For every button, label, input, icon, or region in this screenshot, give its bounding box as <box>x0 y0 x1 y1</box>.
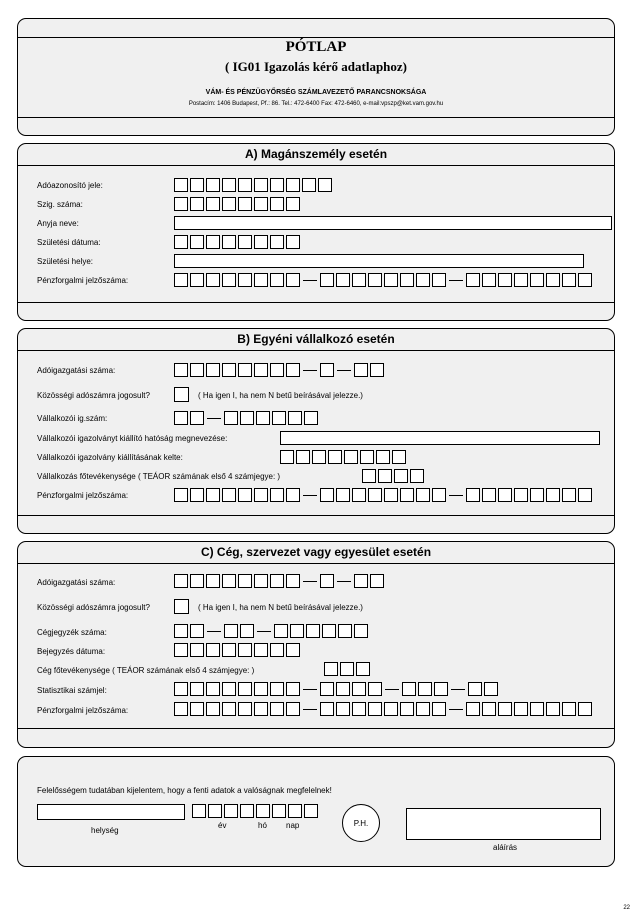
digit-box[interactable] <box>320 488 334 502</box>
digit-box[interactable] <box>238 574 252 588</box>
digit-box[interactable] <box>304 411 318 425</box>
digit-box[interactable] <box>312 450 326 464</box>
digit-box[interactable] <box>238 643 252 657</box>
digit-box[interactable] <box>190 574 204 588</box>
divider <box>18 117 614 118</box>
digit-box[interactable] <box>302 178 316 192</box>
digit-box[interactable] <box>174 178 188 192</box>
id-card-label: Szig. száma: <box>37 200 83 209</box>
community-tax-box[interactable] <box>174 599 189 614</box>
digit-box[interactable] <box>222 178 236 192</box>
community-tax-box[interactable] <box>174 387 189 402</box>
declaration-text: Felelősségem tudatában kijelentem, hogy a fenti adatok a valóságnak megfelelnek! <box>37 786 332 795</box>
tax-id-boxes[interactable] <box>174 178 334 192</box>
digit-box[interactable] <box>336 488 350 502</box>
section-a-title: A) Magánszemély esetén <box>244 147 388 161</box>
divider <box>18 37 614 38</box>
digit-box[interactable] <box>402 682 416 696</box>
statistical-code-label: Statisztikai számjel: <box>37 686 107 695</box>
entrepreneur-id-label: Vállalkozói ig.szám: <box>37 414 108 423</box>
digit-box[interactable] <box>320 702 334 716</box>
digit-box[interactable] <box>384 273 398 287</box>
digit-box[interactable] <box>286 197 300 211</box>
digit-box[interactable] <box>562 273 576 287</box>
section-c <box>17 541 615 748</box>
digit-box[interactable] <box>254 643 268 657</box>
digit-box[interactable] <box>206 178 220 192</box>
digit-box[interactable] <box>222 574 236 588</box>
digit-box[interactable] <box>356 662 370 676</box>
digit-box[interactable] <box>270 488 284 502</box>
divider <box>18 165 614 166</box>
separator-dash <box>207 418 221 419</box>
separator-dash <box>337 581 351 582</box>
digit-box[interactable] <box>562 702 576 716</box>
digit-box[interactable] <box>190 682 204 696</box>
community-tax-label: Közösségi adószámra jogosult? <box>37 603 150 612</box>
digit-box[interactable] <box>222 363 236 377</box>
digit-box[interactable] <box>174 643 188 657</box>
digit-box[interactable] <box>224 411 238 425</box>
company-reg-label: Cégjegyzék száma: <box>37 628 107 637</box>
digit-box[interactable] <box>206 197 220 211</box>
digit-box[interactable] <box>362 469 376 483</box>
digit-box[interactable] <box>222 488 236 502</box>
bank-account-boxes[interactable] <box>174 273 594 287</box>
org-address: Postacím: 1406 Budapest, Pf.: 86. Tel.: 472-6400 Fax: 472-6460, e-mail:vpszp@ket.vam.gov.hu <box>188 101 444 107</box>
digit-box[interactable] <box>352 682 366 696</box>
digit-box[interactable] <box>352 702 366 716</box>
day-label: nap <box>286 821 300 830</box>
digit-box[interactable] <box>416 273 430 287</box>
divider <box>18 350 614 351</box>
digit-box[interactable] <box>368 273 382 287</box>
birth-date-label: Születési dátuma: <box>37 238 101 247</box>
digit-box[interactable] <box>354 363 368 377</box>
issuing-authority-label: Vállalkozói igazolványt kiállító hatóság megnevezése: <box>37 434 228 443</box>
digit-box[interactable] <box>336 273 350 287</box>
digit-box[interactable] <box>368 702 382 716</box>
digit-box[interactable] <box>400 488 414 502</box>
digit-box[interactable] <box>280 450 294 464</box>
digit-box[interactable] <box>190 273 204 287</box>
digit-box[interactable] <box>514 273 528 287</box>
separator-dash <box>449 495 463 496</box>
registration-date-boxes[interactable] <box>174 643 302 657</box>
digit-box[interactable] <box>286 574 300 588</box>
bank-account-label: Pénzforgalmi jelzőszáma: <box>37 491 129 500</box>
separator-dash <box>449 280 463 281</box>
digit-box[interactable] <box>240 804 254 818</box>
digit-box[interactable] <box>174 197 188 211</box>
digit-box[interactable] <box>384 488 398 502</box>
separator-dash <box>303 495 317 496</box>
digit-box[interactable] <box>238 682 252 696</box>
divider <box>18 563 614 564</box>
digit-box[interactable] <box>354 574 368 588</box>
digit-box[interactable] <box>224 624 238 638</box>
digit-box[interactable] <box>286 702 300 716</box>
section-c-title: C) Cég, szervezet vagy egyesület esetén <box>200 545 432 559</box>
registration-date-label: Bejegyzés dátuma: <box>37 647 106 656</box>
digit-box[interactable] <box>270 702 284 716</box>
section-b-title: B) Egyéni vállalkozó esetén <box>237 332 395 346</box>
digit-box[interactable] <box>318 178 332 192</box>
digit-box[interactable] <box>562 488 576 502</box>
digit-box[interactable] <box>270 273 284 287</box>
digit-box[interactable] <box>320 273 334 287</box>
digit-box[interactable] <box>498 702 512 716</box>
digit-box[interactable] <box>320 682 334 696</box>
digit-box[interactable] <box>238 702 252 716</box>
digit-box[interactable] <box>240 624 254 638</box>
digit-box[interactable] <box>466 273 480 287</box>
digit-box[interactable] <box>384 702 398 716</box>
digit-box[interactable] <box>344 450 358 464</box>
digit-box[interactable] <box>270 574 284 588</box>
digit-box[interactable] <box>434 682 448 696</box>
digit-box[interactable] <box>206 235 220 249</box>
community-tax-label: Közösségi adószámra jogosult? <box>37 391 150 400</box>
main-activity-boxes[interactable] <box>324 662 372 676</box>
digit-box[interactable] <box>174 363 188 377</box>
digit-box[interactable] <box>286 178 300 192</box>
community-tax-note: ( Ha igen I, ha nem N betű beírásával jelezze.) <box>198 391 363 400</box>
place-label: helység <box>91 826 119 835</box>
digit-box[interactable] <box>546 273 560 287</box>
digit-box[interactable] <box>286 273 300 287</box>
separator-dash <box>303 280 317 281</box>
separator-dash <box>303 709 317 710</box>
digit-box[interactable] <box>482 488 496 502</box>
digit-box[interactable] <box>238 273 252 287</box>
page-subtitle: ( IG01 Igazolás kérő adatlaphoz) <box>225 59 407 74</box>
bank-account-boxes[interactable] <box>174 702 594 716</box>
separator-dash <box>451 689 465 690</box>
digit-box[interactable] <box>206 273 220 287</box>
digit-box[interactable] <box>174 682 188 696</box>
divider <box>18 302 614 303</box>
signature-field[interactable] <box>406 808 601 840</box>
digit-box[interactable] <box>304 804 318 818</box>
digit-box[interactable] <box>254 197 268 211</box>
digit-box[interactable] <box>352 488 366 502</box>
digit-box[interactable] <box>338 624 352 638</box>
year-label: év <box>218 821 227 830</box>
digit-box[interactable] <box>354 624 368 638</box>
digit-box[interactable] <box>222 197 236 211</box>
bank-account-label: Pénzforgalmi jelzőszáma: <box>37 276 129 285</box>
digit-box[interactable] <box>222 273 236 287</box>
declaration-panel <box>17 756 615 867</box>
digit-box[interactable] <box>484 682 498 696</box>
digit-box[interactable] <box>410 469 424 483</box>
header-panel <box>17 18 615 136</box>
digit-box[interactable] <box>224 804 238 818</box>
digit-box[interactable] <box>482 702 496 716</box>
digit-box[interactable] <box>254 363 268 377</box>
digit-box[interactable] <box>432 702 446 716</box>
digit-box[interactable] <box>514 702 528 716</box>
digit-box[interactable] <box>546 488 560 502</box>
digit-box[interactable] <box>290 624 304 638</box>
digit-box[interactable] <box>254 488 268 502</box>
digit-box[interactable] <box>272 411 286 425</box>
statistical-code-boxes[interactable] <box>174 682 500 696</box>
digit-box[interactable] <box>530 702 544 716</box>
digit-box[interactable] <box>324 662 338 676</box>
admin-number-boxes[interactable] <box>174 363 386 377</box>
digit-box[interactable] <box>206 488 220 502</box>
digit-box[interactable] <box>370 574 384 588</box>
digit-box[interactable] <box>498 273 512 287</box>
digit-box[interactable] <box>368 488 382 502</box>
digit-box[interactable] <box>254 273 268 287</box>
mother-name-field[interactable] <box>174 216 612 230</box>
digit-box[interactable] <box>306 624 320 638</box>
digit-box[interactable] <box>192 804 206 818</box>
digit-box[interactable] <box>238 235 252 249</box>
digit-box[interactable] <box>270 235 284 249</box>
digit-box[interactable] <box>190 488 204 502</box>
digit-box[interactable] <box>418 682 432 696</box>
digit-box[interactable] <box>206 682 220 696</box>
digit-box[interactable] <box>222 702 236 716</box>
digit-box[interactable] <box>378 469 392 483</box>
digit-box[interactable] <box>392 450 406 464</box>
digit-box[interactable] <box>466 488 480 502</box>
admin-number-boxes[interactable] <box>174 574 386 588</box>
digit-box[interactable] <box>190 702 204 716</box>
entrepreneur-id-boxes[interactable] <box>174 411 320 425</box>
digit-box[interactable] <box>174 624 188 638</box>
digit-box[interactable] <box>360 450 374 464</box>
digit-box[interactable] <box>340 662 354 676</box>
digit-box[interactable] <box>222 682 236 696</box>
separator-dash <box>257 631 271 632</box>
main-activity-label: Cég főtevékenysége ( TEÁOR számának első 4 számjegye: ) <box>37 666 255 675</box>
digit-box[interactable] <box>254 178 268 192</box>
mother-name-label: Anyja neve: <box>37 219 79 228</box>
main-activity-boxes[interactable] <box>362 469 426 483</box>
digit-box[interactable] <box>578 488 592 502</box>
separator-dash <box>385 689 399 690</box>
digit-box[interactable] <box>432 488 446 502</box>
page-title: PÓTLAP <box>285 39 347 55</box>
separator-dash <box>337 370 351 371</box>
stamp-circle: P.H. <box>342 804 380 842</box>
digit-box[interactable] <box>468 682 482 696</box>
digit-box[interactable] <box>270 682 284 696</box>
digit-box[interactable] <box>578 273 592 287</box>
page-number: 22 <box>623 905 630 911</box>
digit-box[interactable] <box>174 574 188 588</box>
community-tax-note: ( Ha igen I, ha nem N betű beírásával jelezze.) <box>198 603 363 612</box>
digit-box[interactable] <box>222 643 236 657</box>
digit-box[interactable] <box>190 363 204 377</box>
digit-box[interactable] <box>530 273 544 287</box>
digit-box[interactable] <box>206 574 220 588</box>
digit-box[interactable] <box>174 488 188 502</box>
digit-box[interactable] <box>416 488 430 502</box>
month-label: hó <box>258 821 267 830</box>
id-card-boxes[interactable] <box>174 197 302 211</box>
digit-box[interactable] <box>256 411 270 425</box>
admin-number-label: Adóigazgatási száma: <box>37 578 116 587</box>
digit-box[interactable] <box>190 411 204 425</box>
digit-box[interactable] <box>578 702 592 716</box>
org-name: VÁM- ÉS PÉNZÜGYŐRSÉG SZÁMLAVEZETŐ PARANCSNOKSÁGA <box>205 89 427 96</box>
digit-box[interactable] <box>352 273 366 287</box>
digit-box[interactable] <box>254 702 268 716</box>
birth-place-field[interactable] <box>174 254 584 268</box>
digit-box[interactable] <box>286 235 300 249</box>
digit-box[interactable] <box>286 682 300 696</box>
main-activity-label: Vállalkozás főtevékenysége ( TEÁOR számának első 4 számjegye: ) <box>37 472 281 481</box>
digit-box[interactable] <box>368 682 382 696</box>
issue-date-boxes[interactable] <box>280 450 408 464</box>
digit-box[interactable] <box>190 235 204 249</box>
digit-box[interactable] <box>270 197 284 211</box>
issue-date-label: Vállalkozói igazolvány kiállításának kelte: <box>37 453 183 462</box>
digit-box[interactable] <box>328 450 342 464</box>
digit-box[interactable] <box>286 363 300 377</box>
digit-box[interactable] <box>514 488 528 502</box>
bank-account-label: Pénzforgalmi jelzőszáma: <box>37 706 129 715</box>
digit-box[interactable] <box>254 235 268 249</box>
digit-box[interactable] <box>322 624 336 638</box>
digit-box[interactable] <box>206 643 220 657</box>
tax-id-label: Adóazonosító jele: <box>37 181 103 190</box>
digit-box[interactable] <box>296 450 310 464</box>
digit-box[interactable] <box>270 178 284 192</box>
digit-box[interactable] <box>206 702 220 716</box>
digit-box[interactable] <box>288 411 302 425</box>
issuing-authority-field[interactable] <box>280 431 600 445</box>
digit-box[interactable] <box>530 488 544 502</box>
digit-box[interactable] <box>274 624 288 638</box>
digit-box[interactable] <box>498 488 512 502</box>
digit-box[interactable] <box>320 363 334 377</box>
separator-dash <box>303 689 317 690</box>
digit-box[interactable] <box>238 488 252 502</box>
digit-box[interactable] <box>254 574 268 588</box>
digit-box[interactable] <box>370 363 384 377</box>
section-b <box>17 328 615 534</box>
digit-box[interactable] <box>286 488 300 502</box>
digit-box[interactable] <box>206 363 220 377</box>
digit-box[interactable] <box>270 643 284 657</box>
digit-box[interactable] <box>416 702 430 716</box>
digit-box[interactable] <box>238 197 252 211</box>
separator-dash <box>449 709 463 710</box>
digit-box[interactable] <box>238 363 252 377</box>
date-boxes[interactable] <box>192 804 320 818</box>
digit-box[interactable] <box>286 643 300 657</box>
digit-box[interactable] <box>336 682 350 696</box>
digit-box[interactable] <box>174 411 188 425</box>
digit-box[interactable] <box>208 804 222 818</box>
divider <box>18 728 614 729</box>
digit-box[interactable] <box>256 804 270 818</box>
separator-dash <box>207 631 221 632</box>
digit-box[interactable] <box>190 178 204 192</box>
signature-label: aláírás <box>493 843 518 852</box>
digit-box[interactable] <box>288 804 302 818</box>
bank-account-boxes[interactable] <box>174 488 594 502</box>
digit-box[interactable] <box>254 682 268 696</box>
digit-box[interactable] <box>238 178 252 192</box>
digit-box[interactable] <box>272 804 286 818</box>
digit-box[interactable] <box>174 702 188 716</box>
digit-box[interactable] <box>190 197 204 211</box>
digit-box[interactable] <box>190 624 204 638</box>
digit-box[interactable] <box>174 273 188 287</box>
company-reg-boxes[interactable] <box>174 624 370 638</box>
digit-box[interactable] <box>336 702 350 716</box>
digit-box[interactable] <box>270 363 284 377</box>
section-a <box>17 143 615 321</box>
digit-box[interactable] <box>400 273 414 287</box>
digit-box[interactable] <box>432 273 446 287</box>
digit-box[interactable] <box>466 702 480 716</box>
digit-box[interactable] <box>400 702 414 716</box>
digit-box[interactable] <box>482 273 496 287</box>
separator-dash <box>303 370 317 371</box>
place-field[interactable] <box>37 804 185 820</box>
admin-number-label: Adóigazgatási száma: <box>37 366 116 375</box>
digit-box[interactable] <box>394 469 408 483</box>
digit-box[interactable] <box>190 643 204 657</box>
digit-box[interactable] <box>546 702 560 716</box>
separator-dash <box>303 581 317 582</box>
digit-box[interactable] <box>222 235 236 249</box>
digit-box[interactable] <box>320 574 334 588</box>
digit-box[interactable] <box>376 450 390 464</box>
birth-place-label: Születési helye: <box>37 257 94 266</box>
digit-box[interactable] <box>240 411 254 425</box>
birth-date-boxes[interactable] <box>174 235 302 249</box>
divider <box>18 515 614 516</box>
digit-box[interactable] <box>174 235 188 249</box>
